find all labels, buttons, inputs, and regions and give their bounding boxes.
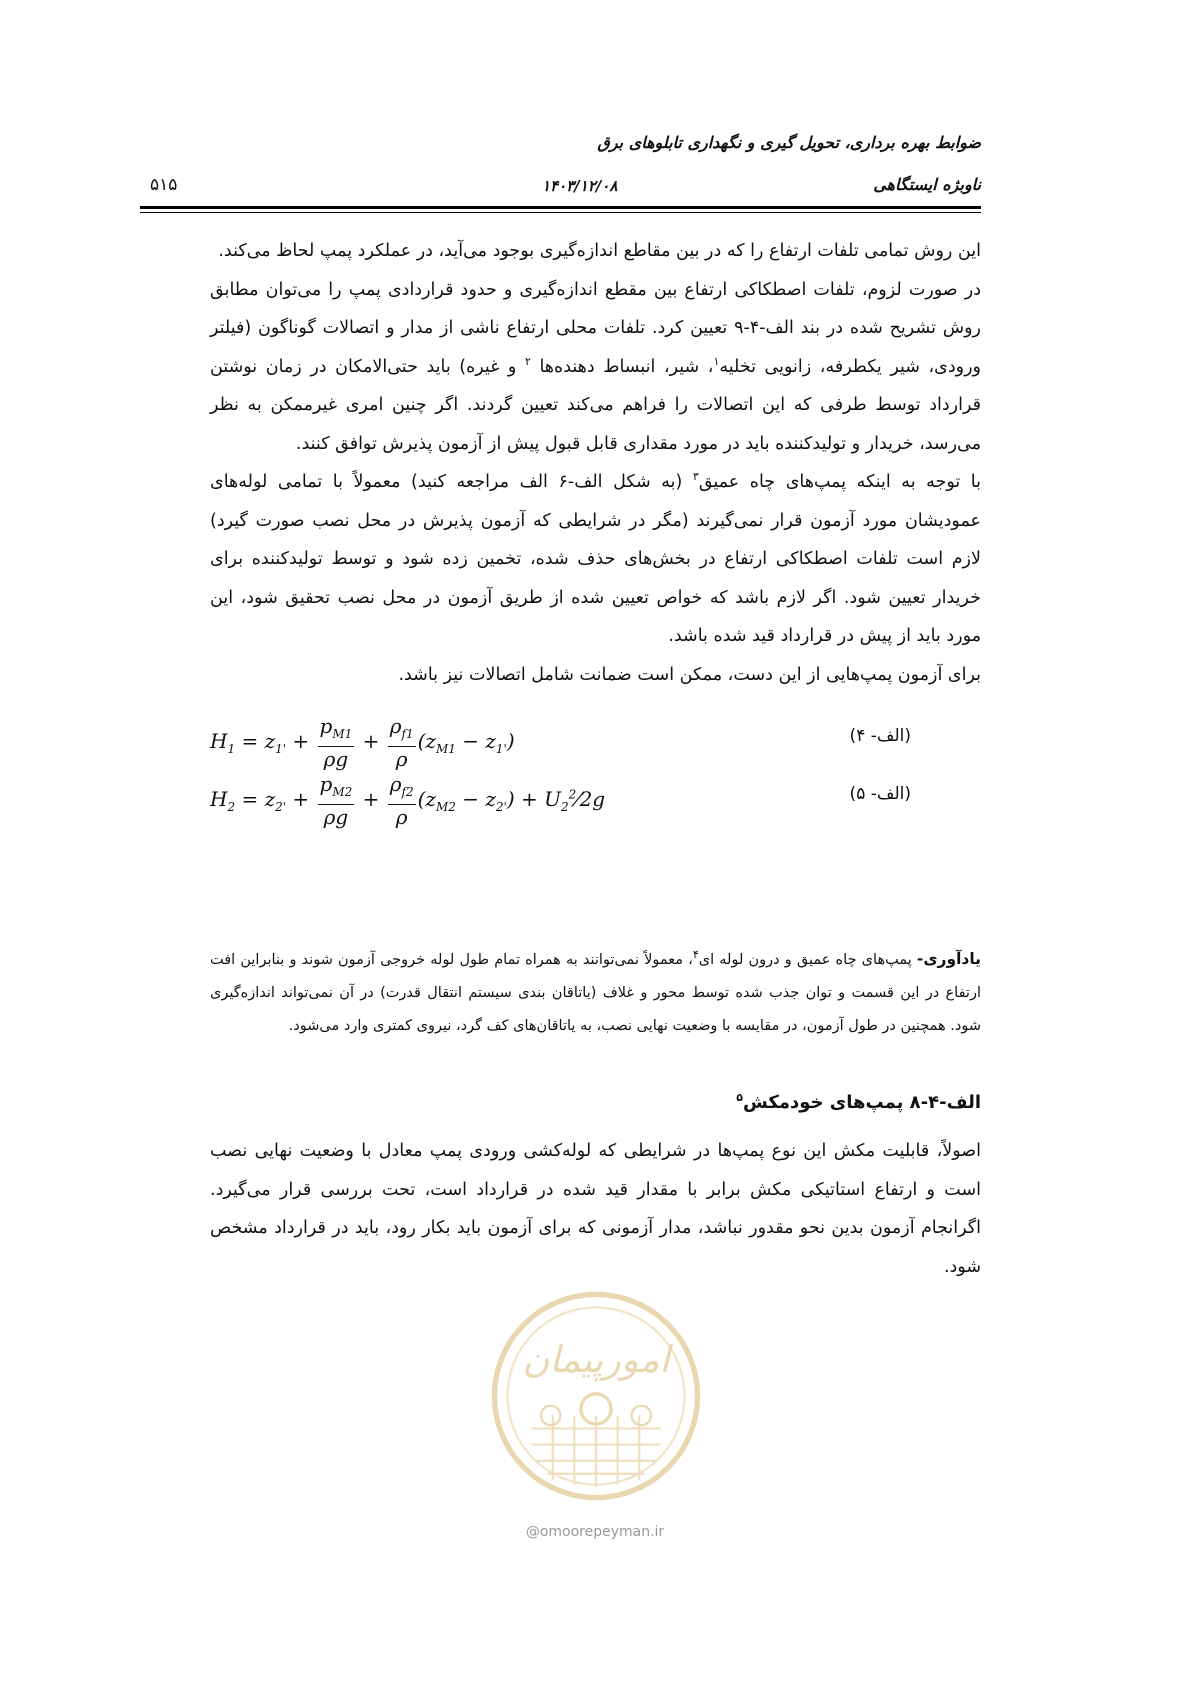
paragraph-4: برای آزمون پمپ‌هایی از این دست، ممکن است ضمانت شامل اتصالات نیز باشد. [398, 664, 981, 685]
equation-a5 [210, 772, 911, 832]
header-divider-thin [140, 212, 981, 213]
footnote-ref-2[interactable]: ۲ [524, 354, 531, 368]
body-text [210, 232, 981, 694]
paragraph-3: با توجه به اینکه پمپ‌های چاه عمیق$^۳$ (به شکل الف-۶ الف مراجعه کنید) معمولاً با تمامی لوله‌های عمودیشان مورد آزمون قرار نمی‌گیرند (مگر در شرایطی که آزمون پذیرش در محل نصب صورت گیرد) لازم است تلفات اصطکاکی ارتفاع در بخش‌های حذف شده، تخمین زده شود و توسط تولیدکننده برای خریدار تعیین شود. اگر لازم باشد که خواص تعیین شده از طریق آزمون در محل نصب تحقیق شود، این مورد باید از پیش در قرارداد قید شده باشد. [210, 470, 981, 646]
header-subtitle: ناوبژه ایستگاهی [873, 175, 981, 194]
page-number: ۵۱۵ [150, 175, 178, 195]
equation-a4-formula: $H_1 = z_{1'}$ + $\frac{p_{M1}}{\rho g}$ + $\frac{\rho_{f1}}{\rho}$ $(z_{M1} - z_{1'})$ [210, 714, 515, 771]
section-text: اصولاً، قابلیت مکش این نوع پمپ‌ها در شرایطی که لوله‌کشی ورودی پمپ معادل با وضعیت نهایی نصب است و ارتفاع استاتیکی مکش برابر با مقدار قید شده در قرارداد است، تحت بررسی قرار می‌گیرد. اگرانجام آزمون بدین نحو مقدور نباشد، مدار آزمونی که برای آزمون باید بکار رود، باید در قرارداد مشخص شود. [210, 1141, 981, 1277]
watermark-logo-text: امورپیمان [522, 1338, 670, 1382]
equation-a4 [210, 714, 911, 774]
equation-a4-label: (الف- ۴) [849, 726, 911, 746]
section-heading: الف-۴-۸ پمپ‌های خودمکش$^۵$ [736, 1091, 981, 1113]
watermark-logo [488, 1288, 704, 1504]
footnote-ref-5[interactable]: ۵ [736, 1091, 743, 1104]
equation-a5-label: (الف- ۵) [849, 784, 911, 804]
note-label: یادآوری- [916, 950, 981, 968]
paragraph-1: این روش تمامی تلفات ارتفاع را که در بین مقاطع اندازه‌گیری بوجود می‌آید، در عملکرد پمپ لحاظ می‌کند. [218, 241, 981, 261]
note-block: یادآوری- پمپ‌های چاه عمیق و درون لوله ای$^۴$، معمولاً نمی‌توانند به همراه تمام طول لوله خروجی آزمون شوند و بنابراین افت ارتفاع در این قسمت و توان جذب شده توسط محور و غلاف (یاتاقان بندی سیستم انتقال قدرت) در آن نمی‌تواند اندازه‌گیری شود. همچنین در طول آزمون، در مقایسه با وضعیت نهایی نصب، به یاتاقان‌های کف گرد، نیروی کمتری وارد می‌شود. [210, 948, 981, 1034]
header-row [150, 175, 981, 201]
header-divider [140, 206, 981, 209]
header-date: ۱۴۰۳/۱۲/۰۸ [542, 177, 618, 195]
document-title: ضوابط بهره برداری، تحویل گیری و نگهداری تابلوهای برق [597, 133, 981, 152]
watermark-url: @omoorepeyman.ir [525, 1524, 665, 1540]
footnote-ref-1[interactable]: ۱ [713, 354, 720, 368]
footnote-ref-3[interactable]: ۳ [692, 470, 699, 484]
paragraph-2: در صورت لزوم، تلفات اصطکاکی ارتفاع بین مقطع اندازه‌گیری و حدود قراردادی پمپ را می‌توان مطابق روش تشریح شده در بند الف-۴-۹ تعیین کرد. تلفات محلی ارتفاع ناشی از مدار و اتصالات گوناگون (فیلتر ورودی، شیر یکطرفه، زانویی تخلیه$^۱$، شیر، انبساط دهنده‌ها $^۲$ و غیره) باید حتی‌الامکان در زمان نوشتن قرارداد توسط طرفی که این اتصالات را فراهم می‌کند تعیین گردند. اگر چنین امری غیرممکن به نظر می‌رسد، خریدار و تولیدکننده باید در مورد مقداری قابل قبول پیش از آزمون پذیرش توافق کنند. [210, 279, 981, 454]
footnote-ref-4[interactable]: ۴ [692, 948, 699, 962]
equation-a5-formula: $H_2 = z_{2'}$ + $\frac{p_{M2}}{\rho g}$ + $\frac{\rho_{f2}}{\rho}$ $(z_{M2} - z_{2'})$ + $U_2^2⁄2g$ [210, 772, 606, 829]
